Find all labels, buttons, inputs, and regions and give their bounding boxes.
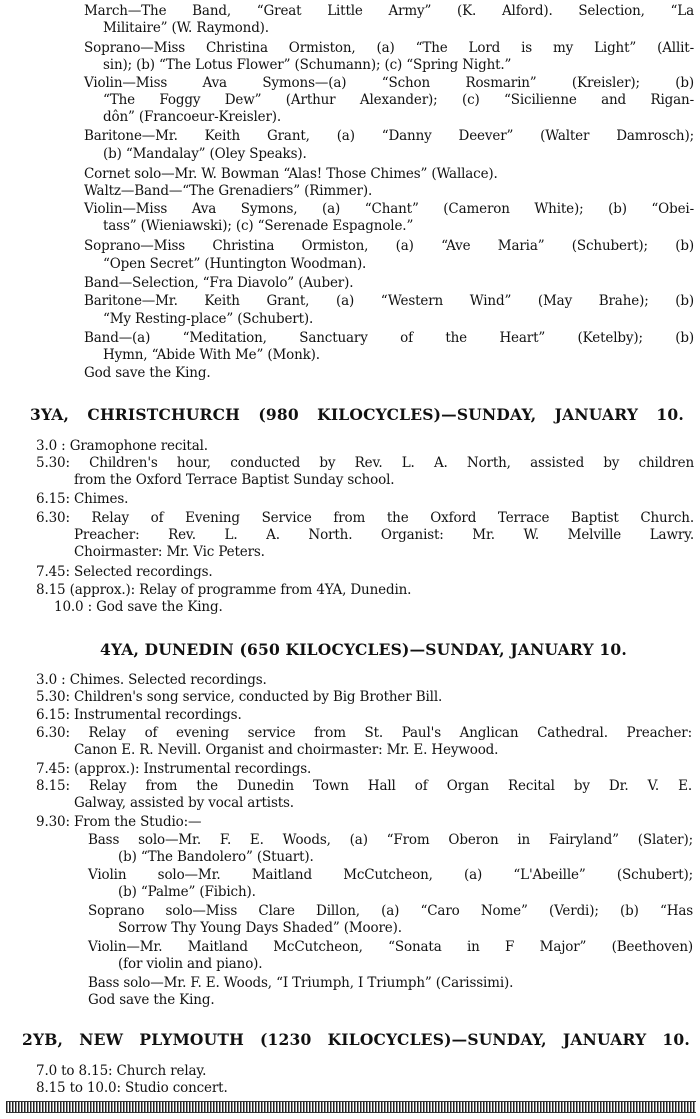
station-heading: 4YA, DUNEDIN (650 KILOCYCLES)—SUNDAY, JANUARY 10. bbox=[100, 640, 627, 659]
program-line: from the Oxford Terrace Baptist Sunday school. bbox=[74, 472, 395, 488]
program-line: 6.30: Relay of Evening Service from the Oxford Terrace Baptist Church. bbox=[36, 510, 694, 526]
program-line: Cornet solo—Mr. W. Bowman “Alas! Those Chimes” (Wallace). bbox=[84, 166, 498, 182]
program-line: Baritone—Mr. Keith Grant, (a) “Danny Deever” (Walter Damrosch); bbox=[84, 128, 694, 144]
program-line: Violin solo—Mr. Maitland McCutcheon, (a) “L'Abeille” (Schubert); bbox=[88, 867, 693, 883]
program-line: (for violin and piano). bbox=[118, 956, 263, 972]
program-line: sin); (b) “The Lotus Flower” (Schumann); (c) “Spring Night.” bbox=[103, 57, 512, 73]
program-line: Baritone—Mr. Keith Grant, (a) “Western Wind” (May Brahe); (b) bbox=[84, 293, 694, 309]
program-line: Choirmaster: Mr. Vic Peters. bbox=[74, 544, 265, 560]
program-line: tass” (Wieniawski); (c) “Serenade Espagnole.” bbox=[103, 218, 414, 234]
program-line: 6.30: Relay of evening service from St. Paul's Anglican Cathedral. Preacher: bbox=[36, 725, 692, 741]
program-line: God save the King. bbox=[84, 365, 211, 381]
program-line: (b) “The Bandolero” (Stuart). bbox=[118, 849, 314, 865]
program-line: “Open Secret” (Huntington Woodman). bbox=[103, 256, 367, 272]
program-line: 5.30: Children's song service, conducted by Big Brother Bill. bbox=[36, 689, 443, 705]
program-line: Soprano—Miss Christina Ormiston, (a) “Ave Maria” (Schubert); (b) bbox=[84, 238, 694, 254]
program-line: Sorrow Thy Young Days Shaded” (Moore). bbox=[118, 920, 402, 936]
program-line: Band—(a) “Meditation, Sanctuary of the Heart” (Ketelby); (b) bbox=[84, 330, 694, 346]
program-line: God save the King. bbox=[88, 992, 215, 1008]
program-line: 6.15: Chimes. bbox=[36, 491, 129, 507]
program-line: “My Resting-place” (Schubert). bbox=[103, 311, 314, 327]
program-line: Soprano—Miss Christina Ormiston, (a) “The Lord is my Light” (Allit- bbox=[84, 40, 694, 56]
program-line: 8.15: Relay from the Dunedin Town Hall of Organ Recital by Dr. V. E. bbox=[36, 778, 692, 794]
program-line: Band—Selection, “Fra Diavolo” (Auber). bbox=[84, 275, 354, 291]
program-line: Violin—Miss Ava Symons—(a) “Schon Rosmarin” (Kreisler); (b) bbox=[84, 75, 694, 91]
program-line: Violin—Mr. Maitland McCutcheon, “Sonata in F Major” (Beethoven) bbox=[88, 939, 693, 955]
program-line: 6.15: Instrumental recordings. bbox=[36, 707, 242, 723]
program-line: Bass solo—Mr. F. E. Woods, (a) “From Oberon in Fairyland” (Slater); bbox=[88, 832, 693, 848]
decorative-border-rule bbox=[6, 1101, 696, 1113]
program-line: 9.30: From the Studio:— bbox=[36, 814, 202, 830]
program-line: Violin—Miss Ava Symons, (a) “Chant” (Cameron White); (b) “Obei- bbox=[84, 201, 694, 217]
program-line: 8.15 (approx.): Relay of programme from 4YA, Dunedin. bbox=[36, 582, 412, 598]
program-line: Hymn, “Abide With Me” (Monk). bbox=[103, 347, 320, 363]
program-line: 7.0 to 8.15: Church relay. bbox=[36, 1063, 207, 1079]
station-heading: 3YA, CHRISTCHURCH (980 KILOCYCLES)—SUNDAY, JANUARY 10. bbox=[30, 405, 684, 424]
program-line: (b) “Mandalay” (Oley Speaks). bbox=[103, 146, 307, 162]
program-line: Militaire” (W. Raymond). bbox=[103, 20, 269, 36]
program-line: (b) “Palme” (Fibich). bbox=[118, 884, 256, 900]
program-line: 7.45: (approx.): Instrumental recordings. bbox=[36, 761, 312, 777]
program-line: Waltz—Band—“The Grenadiers” (Rimmer). bbox=[84, 183, 373, 199]
program-line: 10.0 : God save the King. bbox=[54, 599, 223, 615]
program-line: 3.0 : Gramophone recital. bbox=[36, 438, 208, 454]
program-line: 5.30: Children's hour, conducted by Rev. L. A. North, assisted by children bbox=[36, 455, 694, 471]
program-line: 7.45: Selected recordings. bbox=[36, 564, 213, 580]
program-line: “The Foggy Dew” (Arthur Alexander); (c) “Sicilienne and Rigan- bbox=[103, 92, 694, 108]
program-line: 3.0 : Chimes. Selected recordings. bbox=[36, 672, 267, 688]
program-line: Canon E. R. Nevill. Organist and choirmaster: Mr. E. Heywood. bbox=[74, 742, 499, 758]
program-line: Soprano solo—Miss Clare Dillon, (a) “Caro Nome” (Verdi); (b) “Has bbox=[88, 903, 693, 919]
program-line: Bass solo—Mr. F. E. Woods, “I Triumph, I Triumph” (Carissimi). bbox=[88, 975, 514, 991]
program-line: dôn” (Francoeur-Kreisler). bbox=[103, 109, 282, 125]
station-heading: 2YB, NEW PLYMOUTH (1230 KILOCYCLES)—SUNDAY, JANUARY 10. bbox=[22, 1030, 690, 1049]
program-line: Galway, assisted by vocal artists. bbox=[74, 795, 294, 811]
program-line: 8.15 to 10.0: Studio concert. bbox=[36, 1080, 228, 1096]
program-line: March—The Band, “Great Little Army” (K. Alford). Selection, “La bbox=[84, 3, 694, 19]
program-line: Preacher: Rev. L. A. North. Organist: Mr. W. Melville Lawry. bbox=[74, 527, 694, 543]
